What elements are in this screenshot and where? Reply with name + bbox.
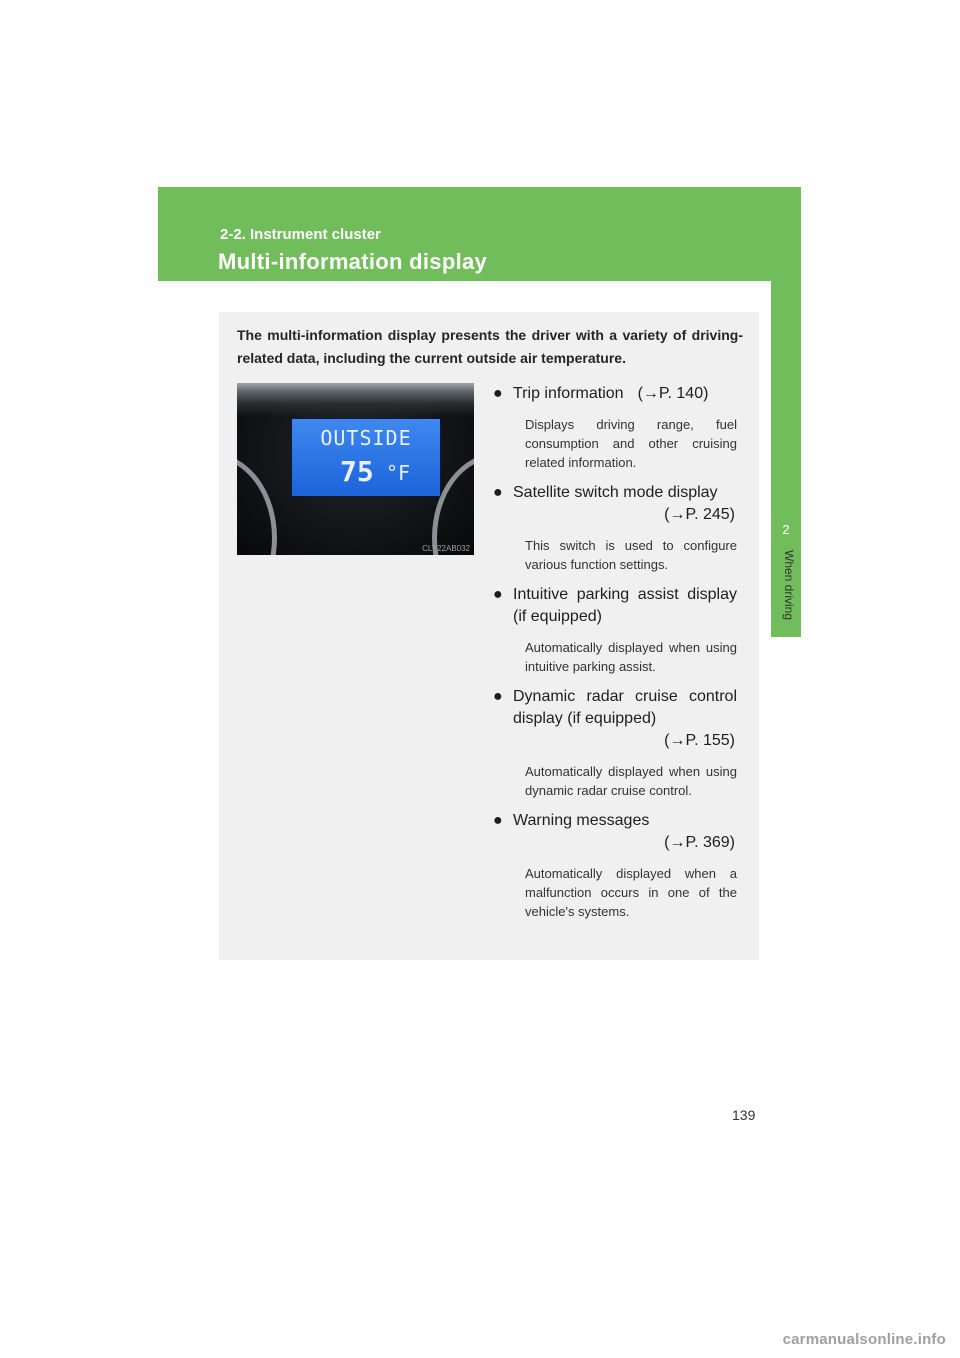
display-items-list <box>493 383 737 931</box>
chapter-number: 2 <box>782 522 790 537</box>
item-title: Intuitive parking assist display (if equipped) <box>513 586 737 625</box>
item-description: Automatically displayed when using dynamic radar cruise control. <box>525 764 737 798</box>
page-reference-link[interactable]: (→P. 245) <box>664 506 735 523</box>
page-title: Multi-information display <box>218 249 488 274</box>
left-gauge-ring <box>237 453 277 555</box>
item-description: This switch is used to configure various function settings. <box>525 538 737 572</box>
bullet-icon: ● <box>493 812 503 829</box>
page-reference-link[interactable]: (→P. 369) <box>664 834 735 851</box>
item-description: Displays driving range, fuel consumption and other cruising related information. <box>525 417 737 470</box>
item-title: Satellite switch mode display <box>513 484 718 501</box>
section-header-bar <box>158 187 801 281</box>
chapter-title: When driving <box>782 550 796 621</box>
item-description: Automatically displayed when a malfunction occurs in one of the vehicle's systems. <box>525 866 737 919</box>
instrument-cluster-photo <box>237 383 474 555</box>
page-number: 139 <box>732 1107 756 1123</box>
section-label: 2-2. Instrument cluster <box>220 226 381 243</box>
item-title: Warning messages <box>513 812 650 829</box>
bullet-icon: ● <box>493 688 503 705</box>
item-description: Automatically displayed when using intuitive parking assist. <box>525 640 737 674</box>
list-item-radar-cruise <box>493 686 737 800</box>
item-title <box>513 383 737 405</box>
bullet-icon: ● <box>493 586 503 603</box>
cluster-rim <box>237 383 474 417</box>
item-title: Dynamic radar cruise control display (if equipped) <box>513 688 737 727</box>
bullet-icon: ● <box>493 484 503 501</box>
list-item-trip-information <box>493 383 737 472</box>
page-reference-link[interactable]: (→P. 155) <box>664 732 735 749</box>
content-panel <box>219 312 759 960</box>
list-item-warning-messages <box>493 810 737 921</box>
list-item-parking-assist <box>493 584 737 676</box>
lcd-temperature-value: 75 <box>340 455 374 488</box>
lcd-temperature-unit: °F <box>386 461 411 485</box>
page-reference-link[interactable]: (→P. 140) <box>637 385 709 402</box>
multi-information-lcd <box>292 419 440 496</box>
intro-text: The multi-information display presents the driver with a variety of driving-related data, including the current outside air temperature. <box>237 327 743 366</box>
figure-code: CLY22AB032 <box>422 544 470 553</box>
lcd-outside-label: OUTSIDE <box>320 426 412 450</box>
watermark-link[interactable]: carmanualsonline.info <box>782 1331 946 1348</box>
bullet-icon: ● <box>493 385 503 402</box>
list-item-satellite-switch <box>493 482 737 574</box>
item-title-text: Trip information <box>513 385 624 402</box>
